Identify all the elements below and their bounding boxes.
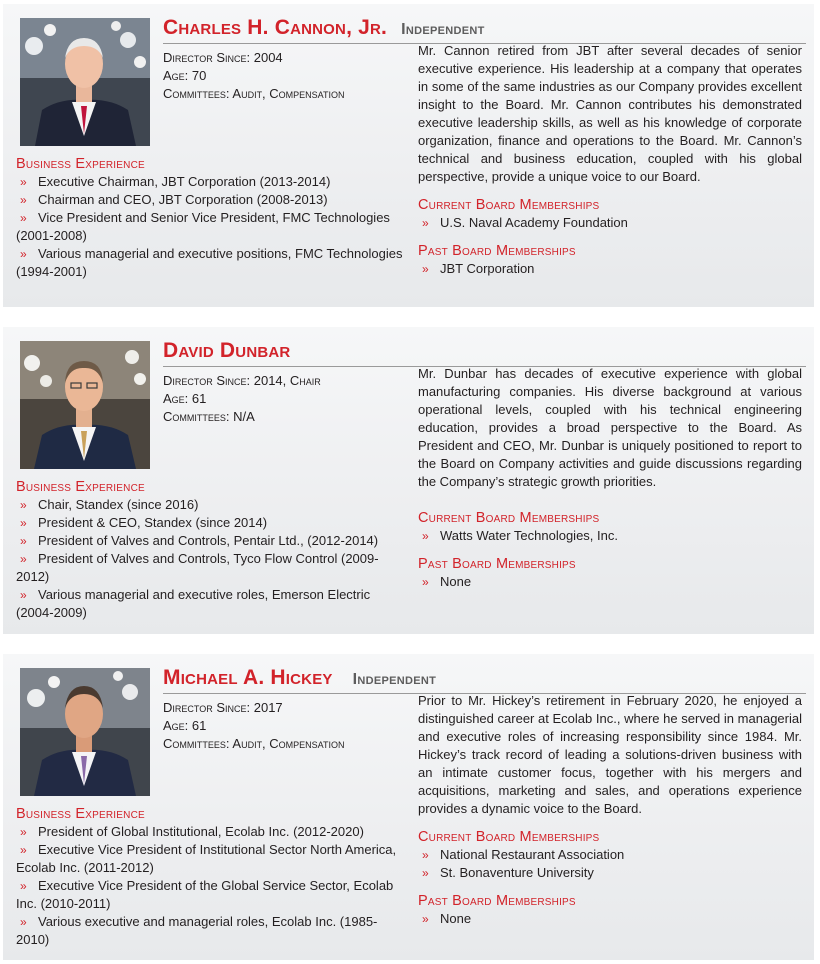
portrait-image xyxy=(20,668,150,796)
list-item: » Executive Vice President of Institutional Sector North America, Ecolab Inc. (2011-2012) xyxy=(16,842,397,875)
bullet-icon: » xyxy=(422,262,429,276)
director-description: Mr. Cannon retired from JBT after several decades of senior executive experience. His leadership at a company that operates in some of the same industries as our Company provides excellent insight to the Board. Mr. Cannon contributes his demonstrated executive leadership skills, as well as his knowledge of corporate organization, finance and operations to the Board. Mr. Cannon’s technical and business education, coupled with his global perspective, provide a unique voice to our Board. xyxy=(418,43,802,184)
bullet-icon: » xyxy=(20,193,27,207)
bullet-icon: » xyxy=(422,912,429,926)
list-item: » St. Bonaventure University xyxy=(418,864,802,882)
director-card-cannon xyxy=(3,4,814,307)
list-item: » President & CEO, Standex (since 2014) xyxy=(16,514,406,532)
list-item: » JBT Corporation xyxy=(418,260,802,278)
director-photo xyxy=(20,668,150,796)
director-meta xyxy=(163,372,413,426)
current-board-title: Current Board Memberships xyxy=(418,510,600,526)
director-name: David Dunbar xyxy=(163,339,291,362)
independent-badge: Independent xyxy=(401,21,485,38)
list-item: » Various executive and managerial roles, Ecolab Inc. (1985-2010) xyxy=(16,914,378,947)
director-committees: Committees: Audit, Compensation xyxy=(163,86,345,101)
business-experience-title: Business Experience xyxy=(16,156,145,172)
bullet-icon: » xyxy=(20,498,27,512)
director-card-dunbar xyxy=(3,327,814,634)
director-since: Director Since: 2014, Chair xyxy=(163,373,321,388)
director-since: Director Since: 2017 xyxy=(163,700,283,715)
past-board-title: Past Board Memberships xyxy=(418,243,576,259)
business-experience-title: Business Experience xyxy=(16,806,145,822)
list-item: » Chair, Standex (since 2016) xyxy=(16,496,406,514)
bullet-icon: » xyxy=(422,575,429,589)
past-board-list xyxy=(418,910,802,928)
director-description: Mr. Dunbar has decades of executive experience with global manufacturing companies. His diverse background at various operational levels, coupled with his technical engineering education, provides a broad perspective to the Board. As President and CEO, Mr. Dunbar is uniquely positioned to report to the Board on Company activities and guide discussions regarding the Company’s strategic growth priorities. xyxy=(418,366,802,489)
list-item: » President of Valves and Controls, Tyco Flow Control (2009-2012) xyxy=(16,551,379,584)
business-experience xyxy=(16,478,406,622)
past-board-title: Past Board Memberships xyxy=(418,556,576,572)
current-board-title: Current Board Memberships xyxy=(418,829,600,845)
director-age: Age: 61 xyxy=(163,718,207,733)
bullet-icon: » xyxy=(422,216,429,230)
current-board-list xyxy=(418,527,802,545)
business-experience-title: Business Experience xyxy=(16,479,145,495)
list-item: » President of Global Institutional, Ecolab Inc. (2012-2020) xyxy=(16,823,406,841)
director-name: Michael A. Hickey xyxy=(163,666,333,689)
list-item: » Chairman and CEO, JBT Corporation (2008-2013) xyxy=(16,191,406,209)
business-experience-list xyxy=(16,496,406,622)
director-right-column xyxy=(418,692,802,928)
bullet-icon: » xyxy=(422,866,429,880)
bullet-icon: » xyxy=(20,552,27,566)
director-header xyxy=(163,664,806,694)
business-experience-list xyxy=(16,173,406,281)
director-header xyxy=(163,337,806,367)
list-item: » Watts Water Technologies, Inc. xyxy=(418,527,802,545)
past-board-title: Past Board Memberships xyxy=(418,893,576,909)
list-item: » U.S. Naval Academy Foundation xyxy=(418,214,802,232)
bullet-icon: » xyxy=(20,534,27,548)
director-meta xyxy=(163,699,413,753)
director-committees: Committees: N/A xyxy=(163,409,255,424)
current-board-list xyxy=(418,214,802,232)
director-card-hickey xyxy=(3,654,814,960)
independent-badge: Independent xyxy=(352,671,437,688)
bullet-icon: » xyxy=(20,211,27,225)
director-name: Charles H. Cannon, Jr. xyxy=(163,16,388,39)
bullet-icon: » xyxy=(20,588,27,602)
business-experience xyxy=(16,155,406,281)
portrait-image xyxy=(20,18,150,146)
director-photo xyxy=(20,341,150,469)
director-committees: Committees: Audit, Compensation xyxy=(163,736,345,751)
director-description: Prior to Mr. Hickey’s retirement in February 2020, he enjoyed a distinguished career at Ecolab Inc., where he served in managerial and executive roles of increasing responsibility since 1984. Mr. Hickey’s track record of leading a solutions-driven business with an intimate customer focus, together with his mergers and acquisitions, marketing and sales, and operations experience provides a dynamic voice to the Board. xyxy=(418,693,802,816)
current-board-list xyxy=(418,846,802,882)
director-since: Director Since: 2004 xyxy=(163,50,283,65)
bullet-icon: » xyxy=(20,915,27,929)
list-item: » Executive Chairman, JBT Corporation (2013-2014) xyxy=(16,173,406,191)
past-board-list xyxy=(418,260,802,278)
bullet-icon: » xyxy=(20,516,27,530)
director-meta xyxy=(163,49,413,103)
bullet-icon: » xyxy=(20,175,27,189)
portrait-image xyxy=(20,341,150,469)
list-item: » President of Valves and Controls, Pentair Ltd., (2012-2014) xyxy=(16,532,406,550)
bullet-icon: » xyxy=(422,529,429,543)
director-header xyxy=(163,14,806,44)
bullet-icon: » xyxy=(20,247,27,261)
list-item: » National Restaurant Association xyxy=(418,846,802,864)
business-experience xyxy=(16,805,406,949)
current-board-title: Current Board Memberships xyxy=(418,197,600,213)
director-photo xyxy=(20,18,150,146)
list-item: » None xyxy=(418,910,802,928)
bullet-icon: » xyxy=(20,879,27,893)
list-item: » Various managerial and executive positions, FMC Technologies (1994-2001) xyxy=(16,246,403,279)
bullet-icon: » xyxy=(20,825,27,839)
list-item: » Vice President and Senior Vice President, FMC Technologies (2001-2008) xyxy=(16,210,390,243)
list-item: » Executive Vice President of the Global Service Sector, Ecolab Inc. (2010-2011) xyxy=(16,878,394,911)
bullet-icon: » xyxy=(422,848,429,862)
bullet-icon: » xyxy=(20,843,27,857)
business-experience-list xyxy=(16,823,406,949)
list-item: » Various managerial and executive roles, Emerson Electric (2004-2009) xyxy=(16,587,371,620)
director-age: Age: 61 xyxy=(163,391,207,406)
past-board-list xyxy=(418,573,802,591)
director-right-column xyxy=(418,365,802,591)
director-age: Age: 70 xyxy=(163,68,207,83)
list-item: » None xyxy=(418,573,802,591)
director-right-column xyxy=(418,42,802,278)
